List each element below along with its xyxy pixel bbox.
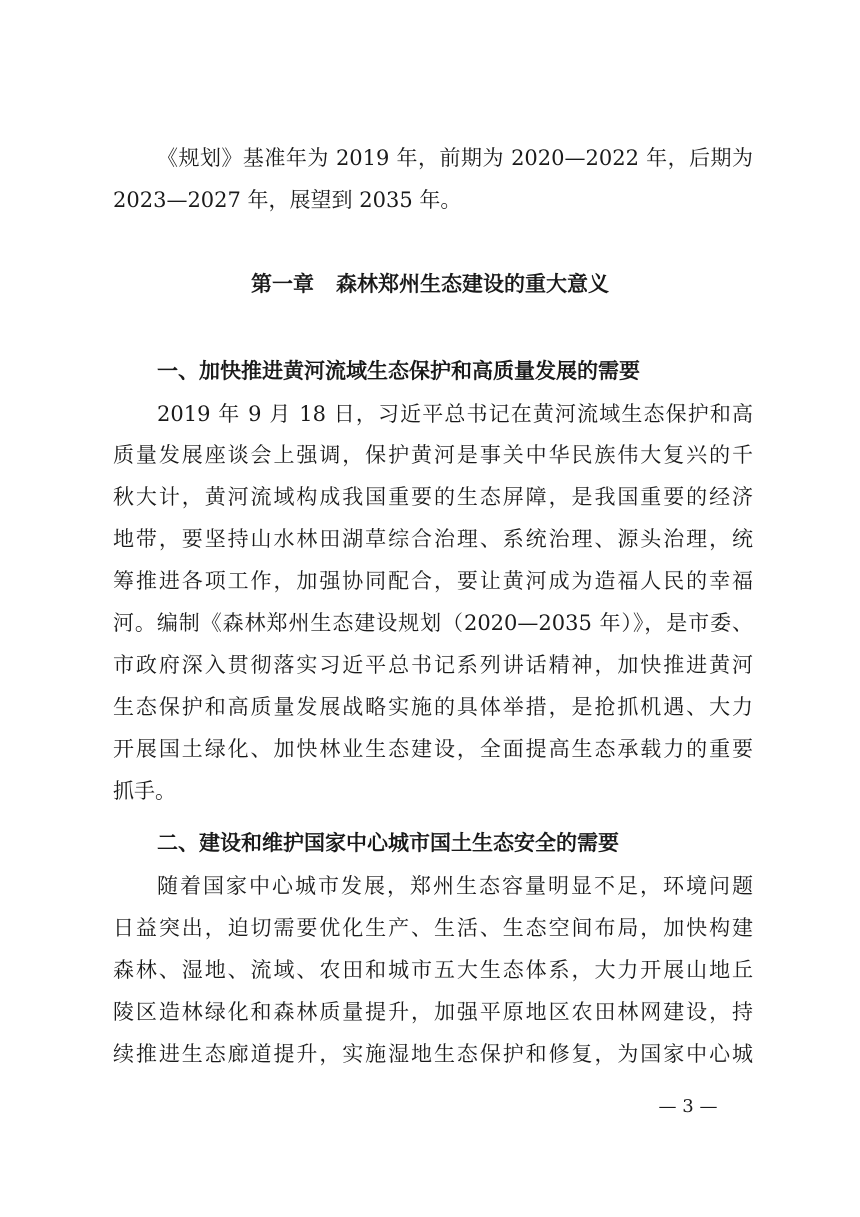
- paragraph-line: 随着国家中心城市发展，郑州生态容量明显不足，环境问题: [157, 874, 753, 898]
- paragraph-line: 筹推进各项工作，加强协同配合，要让黄河成为造福人民的幸福: [113, 569, 753, 593]
- paragraph-line: 开展国土绿化、加快林业生态建设，全面提高生态承载力的重要: [113, 737, 753, 761]
- paragraph-line: 市政府深入贯彻落实习近平总书记系列讲话精神，加快推进黄河: [113, 653, 753, 677]
- paragraph-line: 秋大计，黄河流域构成我国重要的生态屏障，是我国重要的经济: [113, 485, 753, 509]
- paragraph-line: 河。编制《森林郑州生态建设规划（2020—2035 年）》，是市委、: [113, 611, 753, 635]
- intro-line-2: 2023—2027 年，展望到 2035 年。: [113, 188, 462, 212]
- section-heading-1: 一、加快推进黄河流域生态保护和高质量发展的需要: [157, 359, 640, 383]
- paragraph-line: 生态保护和高质量发展战略实施的具体举措，是抢抓机遇、大力: [113, 695, 753, 719]
- paragraph-line: 地带，要坚持山水林田湖草综合治理、系统治理、源头治理，统: [113, 527, 753, 551]
- section-heading-2: 二、建设和维护国家中心城市国土生态安全的需要: [157, 831, 619, 855]
- paragraph-line: 森林、湿地、流域、农田和城市五大生态体系，大力开展山地丘: [113, 958, 753, 982]
- intro-line-1: 《规划》基准年为 2019 年，前期为 2020—2022 年，后期为: [157, 146, 753, 170]
- chapter-title: [0, 274, 860, 295]
- page-number: — 3 —: [658, 1096, 718, 1117]
- chapter-name: 森林郑州生态建设的重大意义: [336, 272, 609, 296]
- paragraph-line: 抓手。: [113, 779, 176, 803]
- paragraph-line: 2019 年 9 月 18 日，习近平总书记在黄河流域生态保护和高: [157, 402, 753, 426]
- paragraph-line: 续推进生态廊道提升，实施湿地生态保护和修复，为国家中心城: [113, 1042, 753, 1066]
- chapter-number: 第一章: [251, 272, 314, 296]
- paragraph-line: 日益突出，迫切需要优化生产、生活、生态空间布局，加快构建: [113, 916, 753, 940]
- paragraph-line: 质量发展座谈会上强调，保护黄河是事关中华民族伟大复兴的千: [113, 443, 753, 467]
- paragraph-line: 陵区造林绿化和森林质量提升，加强平原地区农田林网建设，持: [113, 1000, 753, 1024]
